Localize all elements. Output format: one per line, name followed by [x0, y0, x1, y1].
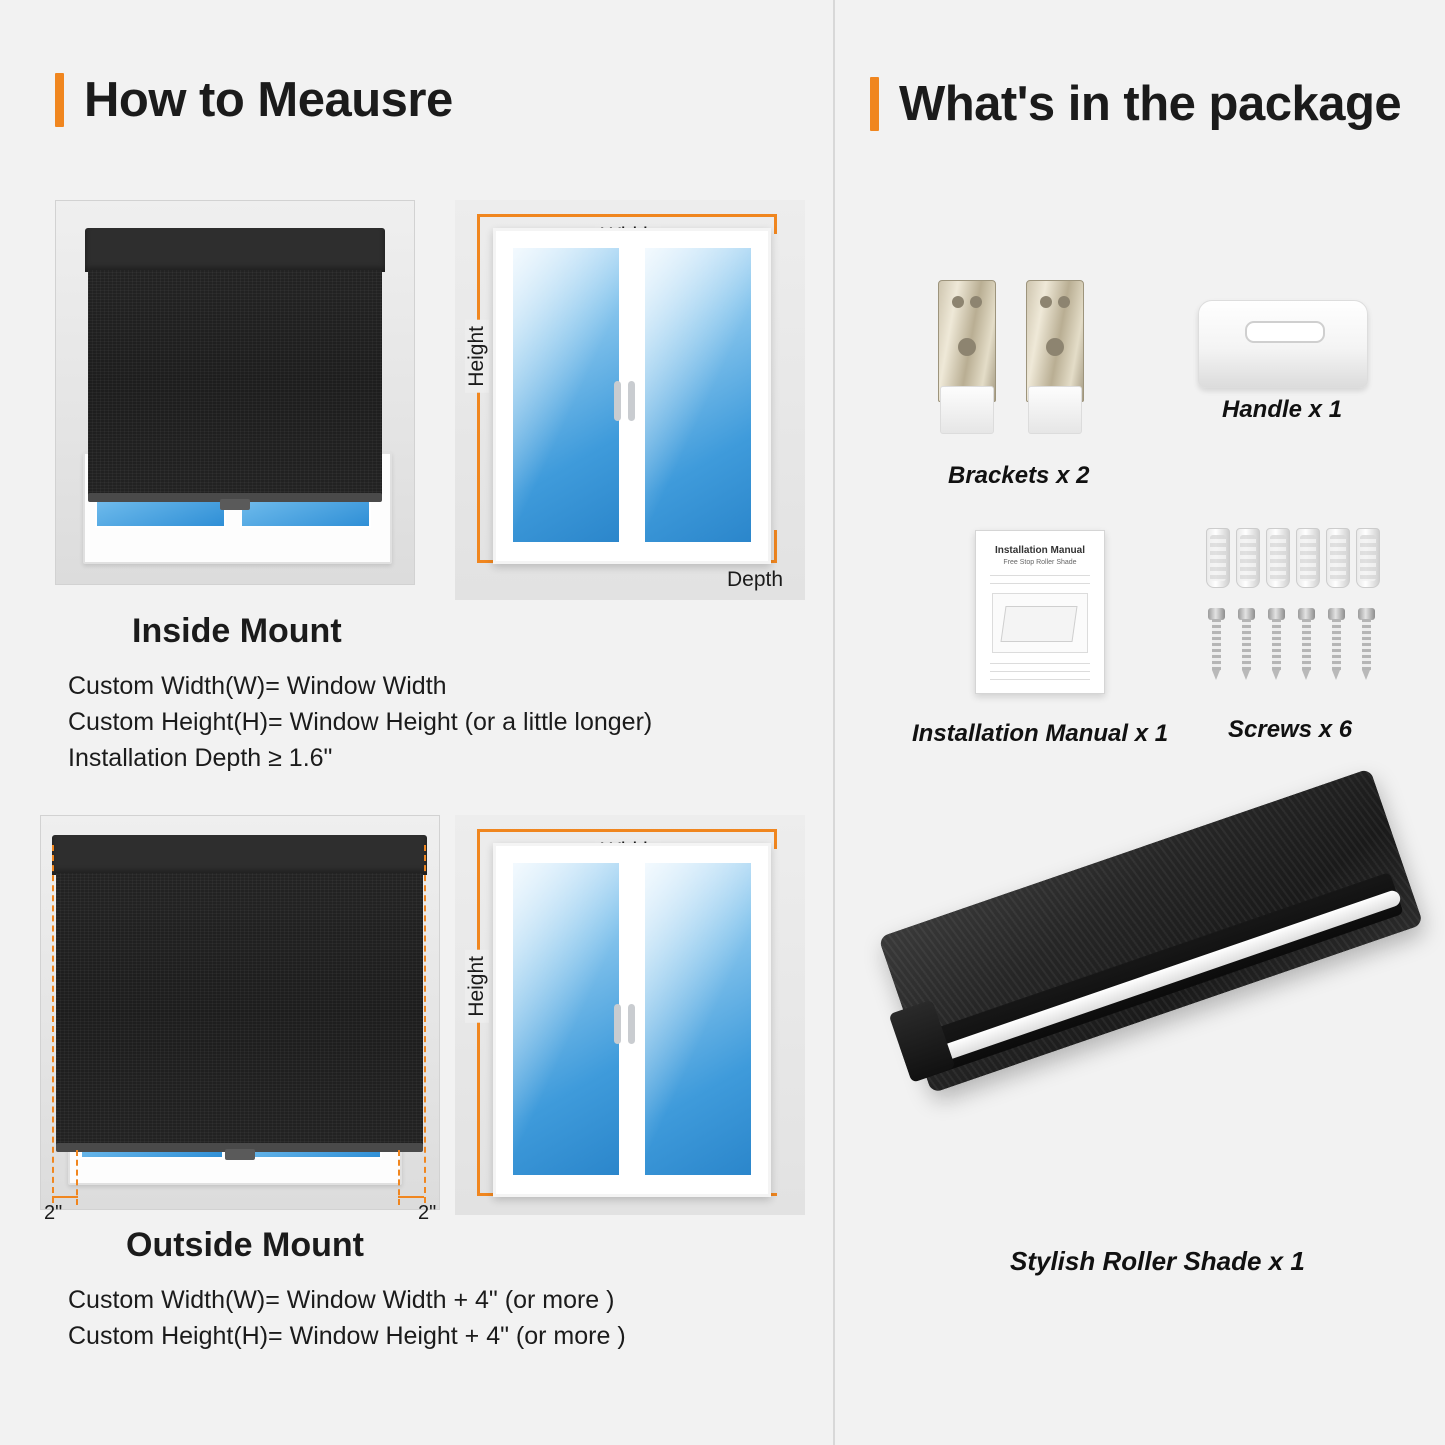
- screw-shaft: [1272, 619, 1281, 671]
- accent-bar: [870, 77, 879, 131]
- installation-manual-illustration: [975, 530, 1105, 694]
- wall-anchor: [1296, 528, 1320, 588]
- outside-mount-shade-illustration: [40, 815, 440, 1210]
- right-margin-label: 2": [418, 1202, 437, 1224]
- accent-bar: [55, 73, 64, 127]
- shade-fabric: [56, 873, 423, 1145]
- inside-mount-measure-window: [455, 200, 805, 600]
- depth-label: Depth: [727, 568, 784, 591]
- screw-shaft: [1302, 619, 1311, 671]
- manual-cover-subtitle: Free Stop Roller Shade: [1003, 559, 1077, 566]
- bracket-plastic-clip: [940, 386, 994, 434]
- bracket-hole: [952, 296, 964, 308]
- width-dimension-line: [477, 214, 777, 217]
- window-handle-right: [628, 1004, 635, 1044]
- screw-tip: [1362, 670, 1370, 680]
- manual-rule: [990, 663, 1090, 664]
- screws-label: Screws x 6: [1228, 716, 1353, 743]
- brackets-illustration: [938, 280, 1098, 450]
- left-margin-dash: [52, 845, 54, 1203]
- manual-cover-title: Installation Manual: [994, 545, 1085, 556]
- screw: [1298, 608, 1315, 680]
- shade-headrail: [85, 228, 385, 272]
- screw: [1238, 608, 1255, 680]
- left-margin-arrow: [52, 1196, 78, 1198]
- right-margin-arrow: [398, 1196, 424, 1198]
- manual-rule: [990, 575, 1090, 576]
- window-sash-left: [504, 239, 628, 551]
- shade-fabric: [88, 270, 382, 495]
- shade-pull-tab: [225, 1149, 255, 1160]
- screw-shaft: [1242, 619, 1251, 671]
- bracket-hole: [1046, 338, 1064, 356]
- width-tick-right: [774, 829, 777, 849]
- left-heading-text: How to Meausre: [84, 73, 453, 127]
- screw: [1358, 608, 1375, 680]
- roller-shade-label: Stylish Roller Shade x 1: [1010, 1246, 1305, 1276]
- glass-gloss: [513, 863, 619, 1175]
- inside-mount-shade-illustration: [55, 200, 415, 585]
- glass-gloss: [645, 863, 751, 1175]
- screw-tip: [1302, 670, 1310, 680]
- screws-illustration: [1206, 528, 1386, 688]
- left-margin-label: 2": [44, 1202, 63, 1224]
- inside-mount-bullet-2: Custom Height(H)= Window Height (or a little longer): [68, 708, 653, 736]
- bracket-hole: [970, 296, 982, 308]
- glass-gloss: [513, 248, 619, 542]
- handle-illustration: [1198, 300, 1368, 388]
- window-handle-right: [628, 381, 635, 421]
- bracket-hole: [1040, 296, 1052, 308]
- window-handle-left: [614, 381, 621, 421]
- right-heading-text: What's in the package: [899, 77, 1402, 131]
- window-sash-left: [504, 854, 628, 1184]
- wall-anchor: [1326, 528, 1350, 588]
- window-glass-left: [513, 863, 619, 1175]
- window-sash-right: [636, 854, 760, 1184]
- window-glass-right: [645, 248, 751, 542]
- inside-mount-bullet-1: Custom Width(W)= Window Width: [68, 672, 447, 700]
- brackets-label: Brackets x 2: [948, 462, 1090, 489]
- shade-headrail: [52, 835, 427, 875]
- wall-anchor: [1356, 528, 1380, 588]
- bracket-1: [938, 280, 994, 440]
- handle-slot: [1245, 321, 1325, 343]
- screw: [1328, 608, 1345, 680]
- manual-rule: [990, 679, 1090, 680]
- glass-gloss: [645, 248, 751, 542]
- inside-mount-title: Inside Mount: [132, 612, 342, 650]
- manual-diagram: [992, 593, 1088, 653]
- outside-mount-bullet-2: Custom Height(H)= Window Height + 4" (or more ): [68, 1322, 626, 1350]
- screw-tip: [1332, 670, 1340, 680]
- installation-manual-label: Installation Manual x 1: [912, 720, 1169, 747]
- window-handle-left: [614, 1004, 621, 1044]
- shade-pull-tab: [220, 499, 250, 510]
- right-margin-dash: [424, 845, 426, 1203]
- depth-dimension-line: [774, 530, 777, 563]
- bracket-plastic-clip: [1028, 386, 1082, 434]
- inside-mount-bullet-3: Installation Depth ≥ 1.6": [68, 744, 333, 772]
- bracket-hole: [958, 338, 976, 356]
- wall-anchor: [1236, 528, 1260, 588]
- roller-shade-illustration: [905, 855, 1425, 1185]
- outside-mount-measure-window: [455, 815, 805, 1215]
- bracket-hole: [1058, 296, 1070, 308]
- right-panel-heading: [870, 76, 1401, 132]
- outside-mount-bullet-1: Custom Width(W)= Window Width + 4" (or more ): [68, 1286, 615, 1314]
- height-label: Height: [465, 950, 489, 1023]
- window-outer-frame: [493, 228, 771, 564]
- wall-anchor: [1266, 528, 1290, 588]
- left-panel-heading: [55, 72, 453, 128]
- window-outer-frame: [493, 843, 771, 1197]
- panel-divider: [833, 0, 835, 1445]
- window-glass-left: [513, 248, 619, 542]
- width-tick-right: [774, 214, 777, 234]
- manual-rule: [990, 671, 1090, 672]
- width-dimension-line: [477, 829, 777, 832]
- screw-tip: [1272, 670, 1280, 680]
- screw-shaft: [1362, 619, 1371, 671]
- manual-rule: [990, 583, 1090, 584]
- screw-shaft: [1332, 619, 1341, 671]
- screw: [1208, 608, 1225, 680]
- window-sash-right: [636, 239, 760, 551]
- handle-label: Handle x 1: [1222, 396, 1343, 423]
- height-label: Height: [465, 320, 489, 393]
- outside-mount-title: Outside Mount: [126, 1226, 364, 1264]
- screw: [1268, 608, 1285, 680]
- screw-tip: [1242, 670, 1250, 680]
- wall-anchor: [1206, 528, 1230, 588]
- bracket-2: [1026, 280, 1082, 440]
- screw-tip: [1212, 670, 1220, 680]
- screw-shaft: [1212, 619, 1221, 671]
- window-glass-right: [645, 863, 751, 1175]
